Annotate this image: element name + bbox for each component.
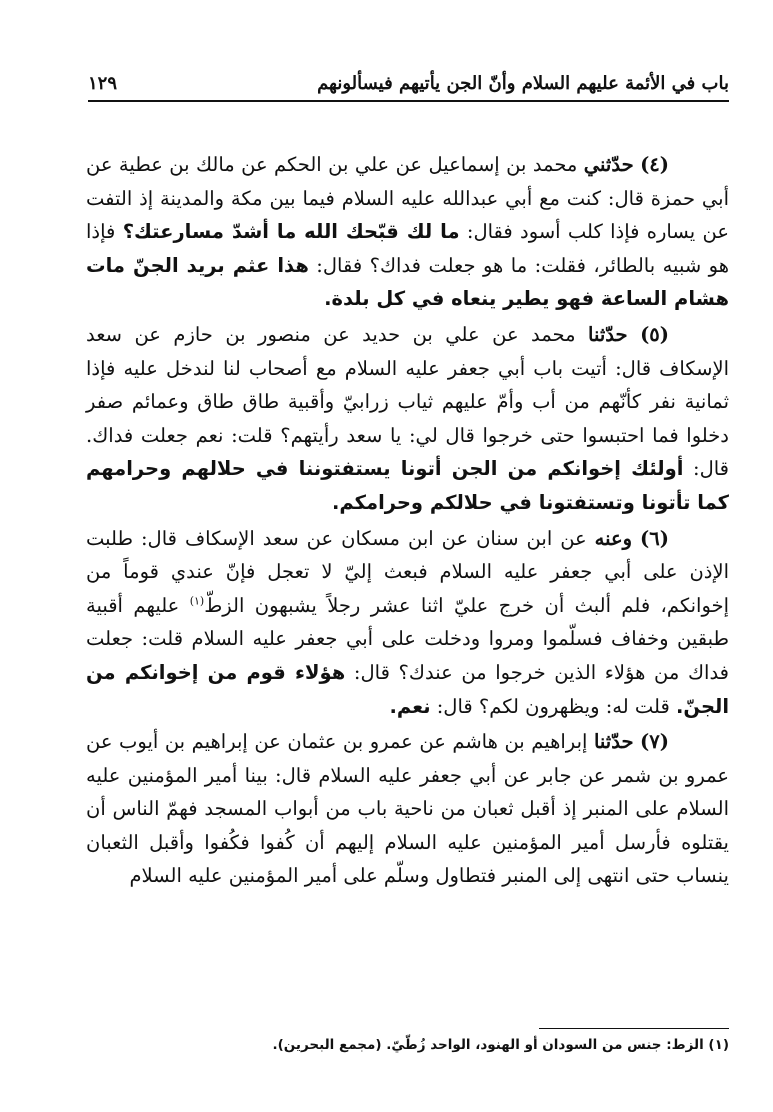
hadith-text: محمد عن علي بن حديد عن منصور بن حازم عن سعد الإسكاف قال: أتيت باب أبي جعفر عليه السلام مع أصحاب لنا لندخل عليه فإذا ثمانية نفر كأنّهم من أب وأمّ عليهم ثياب زرابيّ وأقبية طاق طاق وعمائم صفر دخلوا فما احتبسوا حتى خرجوا قال لي: يا سعد رأيتهم؟ قلت: نعم جعلت فداك. قال:: [86, 322, 729, 481]
hadith-text: قلت له: ويظهرون لكم؟ قال:: [430, 694, 676, 718]
running-header: [88, 66, 729, 102]
hadith-lead: وعنه: [594, 526, 633, 550]
hadith-lead: حدّثنا: [593, 730, 634, 754]
hadith-4: [86, 148, 729, 316]
hadith-number: (٤): [640, 153, 670, 176]
hadith-number: (٥): [640, 322, 670, 346]
hadith-text: فإذا هو شبيه بالطائر، فقلت: ما هو جعلت فداك؟ فقال:: [86, 220, 729, 277]
hadith-quote: هؤلاء قوم من إخوانكم من الجنّ.: [86, 660, 729, 718]
hadith-quote: هذا عثم بريد الجنّ مات هشام الساعة فهو يطير ينعاه في كل بلدة.: [86, 253, 729, 311]
footnote-reference[interactable]: (١): [189, 594, 205, 608]
hadith-lead: حدّثني: [583, 153, 634, 176]
hadith-5: [86, 318, 729, 520]
footnote: (١) الزط: جنس من السودان أو الهنود، الواحد زُطّيّ. (مجمع البحرين).: [272, 1037, 729, 1053]
footnote-divider: [539, 1028, 729, 1029]
hadith-6: [86, 522, 729, 724]
main-text: [86, 148, 729, 893]
hadith-quote: نعم.: [389, 694, 431, 718]
hadith-quote: ما لك قبّحك الله ما أشدّ مسارعتك؟: [122, 220, 460, 244]
hadith-text: عن ابن سنان عن ابن مسكان عن سعد الإسكاف قال: طلبت الإذن على أبي جعفر عليه السلام فبعث إليّ لا تعجل فإنّ عندي قوماً من إخوانكم، فلم ألبث أن خرج عليّ اثنا عشر رجلاً يشبهون الزطّ: [86, 526, 729, 617]
hadith-text: محمد بن إسماعيل عن علي بن الحكم عن مالك بن عطية عن أبي حمزة قال: كنت مع أبي عبدالله عليه السلام فيما بين مكة والمدينة إذ التفت عن يساره فإذا كلب أسود فقال:: [86, 153, 730, 244]
chapter-title: باب في الأئمة عليهم السلام وأنّ الجن يأتيهم فيسألونهم: [317, 72, 729, 94]
hadith-lead: حدّثنا: [588, 322, 628, 346]
hadith-number: (٦): [640, 526, 669, 550]
hadith-7: [86, 725, 729, 893]
hadith-quote: أولئك إخوانكم من الجن أتونا يستفتوننا في حلالهم وحرامهم كما تأتونا وتستفتونا في حلالكم وحرامكم.: [86, 457, 729, 514]
hadith-text: عليهم أقبية طبقين وخفاف فسلّموا ومروا ودخلت على أبي جعفر عليه السلام قلت: جعلت فداك من هؤلاء الذين خرجوا من عندك؟ قال:: [86, 593, 729, 684]
page-number: ١٢٩: [88, 72, 118, 94]
hadith-text: إبراهيم بن هاشم عن عمرو بن عثمان عن إبراهيم بن أيوب عن عمرو بن شمر عن جابر عن أبي جعفر عليه السلام قال: بينا أمير المؤمنين عليه السلام على المنبر إذ أقبل ثعبان من ناحية باب من أبواب المسجد فهمّ الناس أن يقتلوه فأرسل أمير المؤمنين عليه السلام إليهم أن كُفوا فكُفوا وأقبل الثعبان ينساب حتى انتهى إلى المنبر فتطاول وسلّم على أمير المؤمنين عليه السلام: [86, 730, 729, 888]
hadith-number: (٧): [640, 730, 669, 754]
